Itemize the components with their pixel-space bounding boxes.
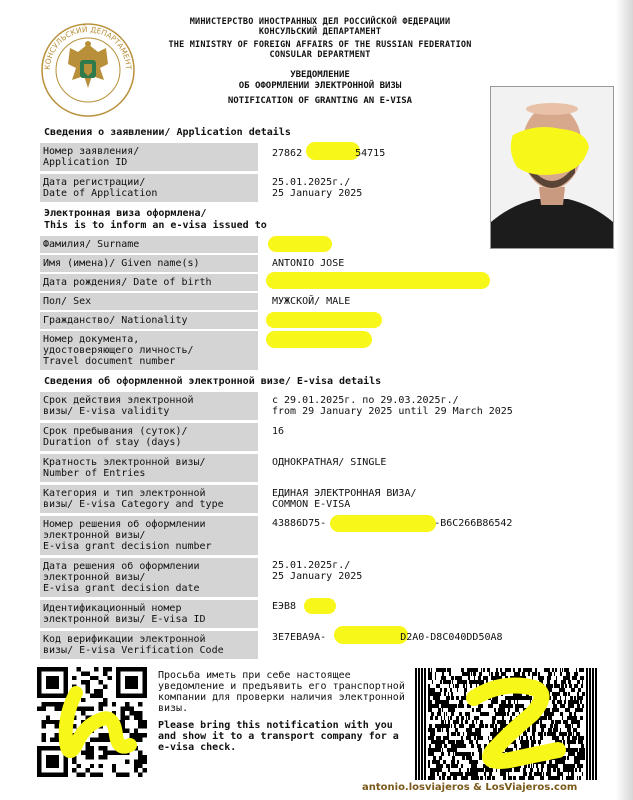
redaction-highlight [304, 598, 336, 614]
section-application-title: Сведения о заявлении/ Application details [44, 127, 291, 138]
value-number-of-entries: ОДНОКРАТНАЯ/ SINGLE [272, 457, 387, 468]
redaction-scribble [54, 685, 142, 765]
value-verification-code: 3E7EBA9A- D2A0-D8C040DD50A8 [272, 632, 503, 643]
notice-ru: Просьба иметь при себе настоящее уведомление и предъявить его транспортной компании для проверки наличия электронной визы. [158, 670, 405, 714]
label-number-of-entries: Кратность электронной визы/ Number of Entries [40, 454, 258, 482]
value-given-names: ANTONIO JOSE [272, 258, 345, 269]
title-ru-1: УВЕДОМЛЕНИЕ [290, 70, 350, 80]
value-sex: МУЖСКОЙ/ MALE [272, 296, 351, 307]
label-decision-date: Дата решения об оформлении электронной визы/ E-visa grant decision date [40, 558, 258, 597]
section-evisa-title: Сведения об оформленной электронной визе/ E-visa details [44, 376, 382, 387]
label-duration-of-stay: Срок пребывания (суток)/ Duration of stay (days) [40, 423, 258, 451]
header-ru-department: КОНСУЛЬСКИЙ ДЕПАРТАМЕНТ [258, 27, 382, 37]
value-evisa-id: ЕЭВ8 [272, 601, 297, 612]
redaction-highlight [266, 272, 490, 289]
value-application-id: 27862 54715 [272, 148, 386, 159]
label-sex: Пол/ Sex [40, 293, 258, 310]
label-evisa-category: Категория и тип электронной визы/ E-visa Category and type [40, 485, 258, 513]
section-issued-title-2: This is to inform an e-visa issued to [44, 220, 267, 231]
value-duration-of-stay: 16 [272, 426, 285, 437]
label-evisa-validity: Срок действия электронной визы/ E-visa validity [40, 392, 258, 420]
redaction-highlight [266, 331, 372, 348]
header-ru-ministry: МИНИСТЕРСТВО ИНОСТРАННЫХ ДЕЛ РОССИЙСКОЙ ФЕДЕРАЦИИ [189, 17, 451, 27]
label-evisa-id: Идентификационный номер электронной визы/ E-visa ID [40, 600, 258, 628]
page-edge-shadow [616, 0, 633, 800]
label-travel-document: Номер документа, удостоверяющего личность/ Travel document number [40, 331, 258, 370]
redaction-highlight [266, 312, 382, 328]
notice-text [158, 670, 408, 753]
value-evisa-category: ЕДИНАЯ ЭЛЕКТРОННАЯ ВИЗА/ COMMON E-VISA [272, 488, 417, 510]
section-issued-title-1: Электронная виза оформлена/ [44, 208, 207, 219]
applicant-photo [490, 86, 614, 249]
label-decision-number: Номер решения об оформлении электронной визы/ E-visa grant decision number [40, 516, 258, 555]
label-verification-code: Код верификации электронной визы/ E-visa Verification Code [40, 631, 258, 659]
header-en-department: CONSULAR DEPARTMENT [269, 50, 371, 60]
watermark: antonio.losviajeros & LosViajeros.com [362, 782, 578, 793]
header-en-ministry: THE MINISTRY OF FOREIGN AFFAIRS OF THE RUSSIAN FEDERATION [168, 40, 472, 50]
consular-emblem-icon [40, 22, 136, 118]
label-application-id: Номер заявления/ Application ID [40, 143, 258, 171]
value-application-date: 25.01.2025г./ 25 January 2025 [272, 177, 363, 199]
emblem-ring-text: КОНСУЛЬСКИЙ ДЕПАРТАМЕНТ [42, 24, 134, 71]
title-ru-2: ОБ ОФОРМЛЕНИИ ЭЛЕКТРОННОЙ ВИЗЫ [238, 81, 402, 91]
redaction-scribble [458, 676, 576, 772]
label-surname: Фамилия/ Surname [40, 236, 258, 253]
label-date-of-birth: Дата рождения/ Date of birth [40, 274, 258, 291]
label-given-names: Имя (имена)/ Given name(s) [40, 255, 258, 272]
label-nationality: Гражданство/ Nationality [40, 312, 258, 329]
value-decision-date: 25.01.2025г./ 25 January 2025 [272, 560, 363, 582]
notice-en: Please bring this notification with you and show it to a transport company for a e-visa check. [158, 720, 399, 753]
redaction-highlight [268, 236, 332, 252]
title-en: NOTIFICATION OF GRANTING AN E-VISA [227, 96, 413, 106]
label-application-date: Дата регистрации/ Date of Application [40, 174, 258, 202]
value-evisa-validity: с 29.01.2025г. по 29.03.2025г./ from 29 January 2025 until 29 March 2025 [272, 395, 513, 417]
value-decision-number: 43886D75- -B6C266B86542 [272, 518, 513, 529]
